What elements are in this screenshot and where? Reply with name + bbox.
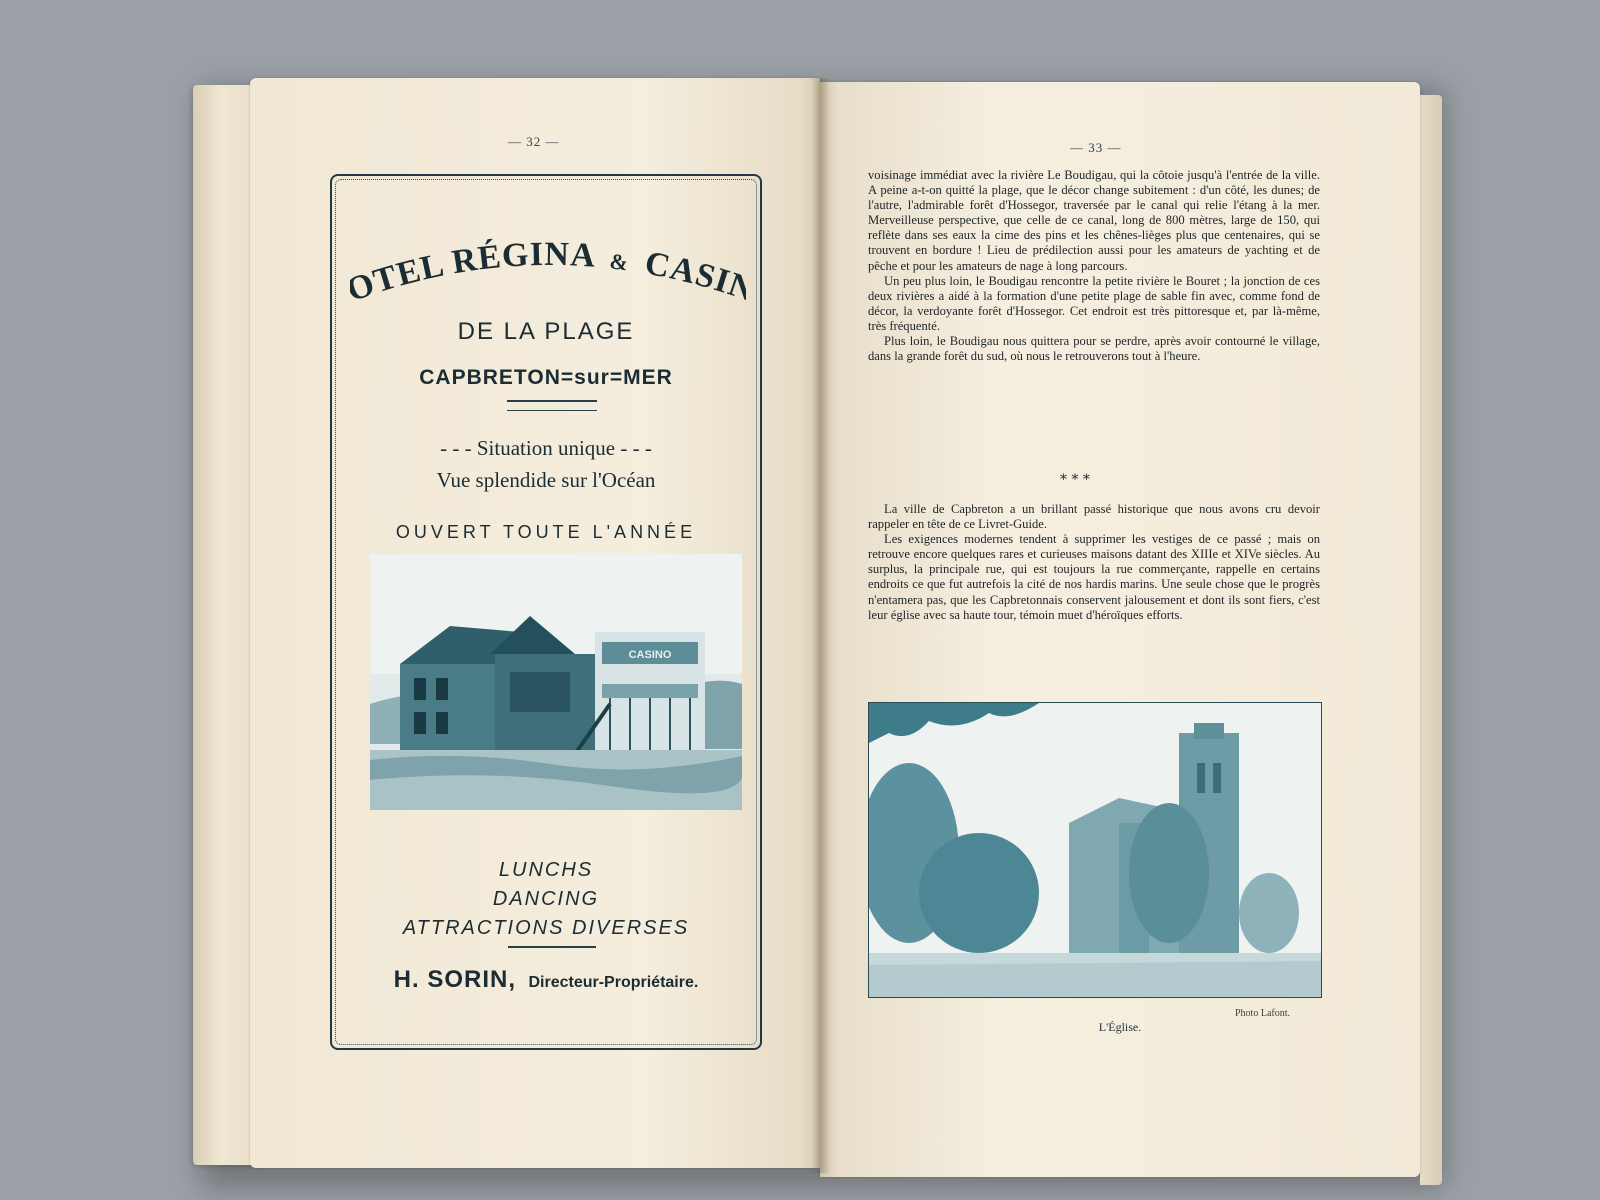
paragraph: La ville de Capbreton a un brillant passé historique que nous avons cru devoir rappeler en tête de ce Livret-Guide. [868, 502, 1320, 532]
ad-location: CAPBRETON=sur=MER [419, 366, 673, 389]
owner-line [332, 966, 760, 994]
paragraph: voisinage immédiat avec la rivière Le Boudigau, qui la côtoie jusqu'à l'entrée de la ville. A peine a-t-on quitté la plage, que le décor change subitement : d'un côté, les dunes; de l'autre, l'admirable forêt d'Hossegor, traversée par le canal qui relie l'étang à la mer. Merveilleuse perspective, que celle de ce canal, long de 800 mètres, large de 150, qui reflète dans ses eaux la cime des pins et les chênes-lièges plus que centenaires, qui se trouvent en bordure ! Lieu de prédilection aussi pour les amateurs de yachting et de pêche et pour les amateurs de nage à long parcours. [868, 168, 1320, 273]
page-stack-right [1420, 95, 1442, 1185]
book-gutter [812, 78, 830, 1173]
right-page [820, 82, 1420, 1177]
ad-situation: - - - Situation unique - - - [440, 436, 652, 460]
owner-name: H. SORIN, [393, 966, 517, 993]
services-list [332, 856, 760, 943]
service-item: ATTRACTIONS DIVERSES [402, 917, 690, 939]
text-block-bottom [868, 502, 1320, 623]
ornament-divider [507, 400, 597, 411]
owner-role: Directeur-Propriétaire. [528, 974, 699, 991]
ad-open-all-year: OUVERT TOUTE L'ANNÉE [395, 522, 697, 542]
ad-title-part2: CASI [641, 244, 735, 302]
left-page [250, 78, 820, 1168]
ad-view: Vue splendide sur l'Océan [436, 468, 656, 492]
page-number-left: — 32 — [508, 134, 560, 149]
paragraph: Plus loin, le Boudigau nous quittera pour se perdre, après avoir contourné le village, dans la grande forêt du sud, où nous le retrouverons tout à l'heure. [868, 334, 1320, 364]
hotel-photo-svg [370, 554, 742, 810]
photo-caption: L'Église. [1098, 1020, 1142, 1034]
service-item: LUNCHS [498, 859, 594, 881]
paragraph: Un peu plus loin, le Boudigau rencontre la petite rivière le Bouret ; la jonction de ces deux rivières a aidé à la formation d'une petite plage de sable fin avec, comme fond de décor, la verdoyante forêt d'Hossegor. Cet endroit est très pittoresque et, par là-même, très fréquenté. [868, 273, 1320, 333]
text-block-top [868, 168, 1320, 364]
ornament-divider-2 [508, 946, 596, 949]
ad-title-ampersand: & [608, 248, 631, 276]
advertisement [332, 176, 760, 1048]
service-item: DANCING [492, 888, 600, 910]
page-number-right: — 33 — [1070, 140, 1122, 155]
photo-credit: Photo Lafont. [1235, 1008, 1290, 1019]
church-photo-svg [869, 703, 1322, 998]
ad-title-part1: TEL RÉGINA [369, 235, 596, 301]
ad-title-svg [350, 234, 746, 310]
ad-title [350, 234, 746, 300]
paragraph: Les exigences modernes tendent à supprimer les vestiges de ce passé ; mais on retrouve encore quelques rares et curieuses maisons datant des XIIIe et XIVe siècles. Au surplus, la principale rue, qui est toujours la rue commerçante, rappelle en certains endroits ce que fut autrefois la cité de nos hardis marins. Une seule chose que le progrès n'entamera pas, que les Capbretonnais conservent jalousement et dont ils sont fiers, c'est leur église avec sa haute tour, témoin muet d'héroïques efforts. [868, 532, 1320, 622]
church-photo [868, 702, 1322, 998]
casino-sign: CASINO [628, 649, 672, 661]
hotel-photo [370, 554, 742, 810]
section-separator-stars: * * * [1060, 472, 1090, 488]
advertisement-frame [330, 174, 762, 1050]
ad-subtitle: DE LA PLAGE [457, 318, 635, 345]
ad-title-text [350, 234, 746, 309]
